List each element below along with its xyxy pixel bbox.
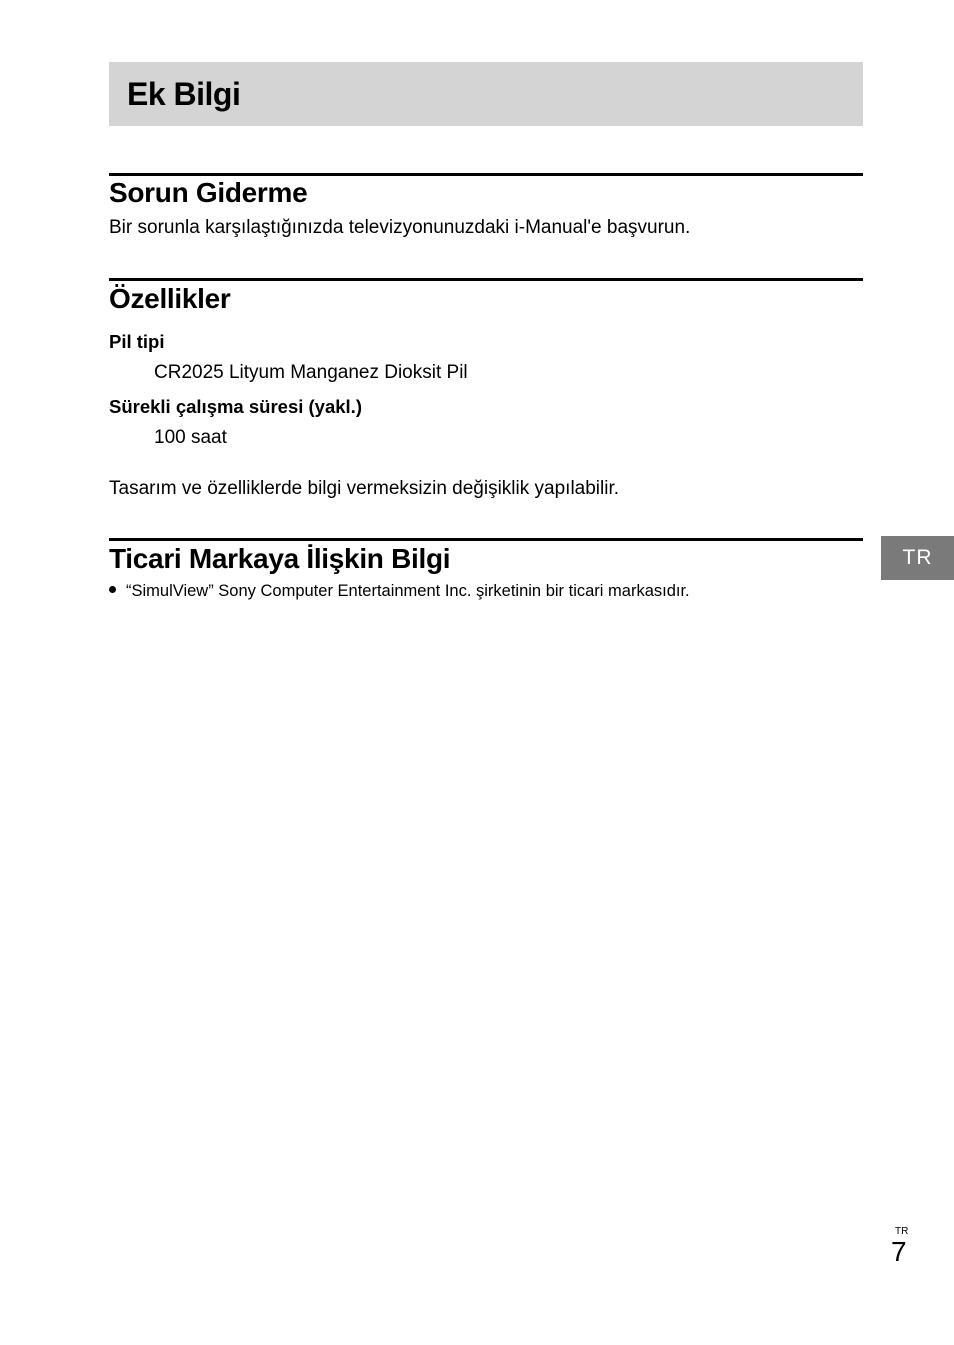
specifications-note: Tasarım ve özelliklerde bilgi vermeksizin değişiklik yapılabilir. <box>109 478 620 499</box>
page-number: 7 <box>891 1236 907 1267</box>
spec-label-battery-type: Pil tipi <box>109 331 165 352</box>
spec-value-operating-time: 100 saat <box>154 427 227 448</box>
chapter-title: Ek Bilgi <box>127 76 241 112</box>
section-rule-troubleshooting <box>109 173 863 176</box>
section-rule-trademark <box>109 538 863 541</box>
section-rule-specifications <box>109 278 863 281</box>
section-title-troubleshooting: Sorun Giderme <box>109 177 308 208</box>
spec-label-operating-time: Sürekli çalışma süresi (yakl.) <box>109 396 362 417</box>
section-title-specifications: Özellikler <box>109 283 231 314</box>
chapter-banner <box>109 62 863 126</box>
bullet-icon <box>109 586 116 593</box>
trademark-bullet-text: “SimulView” Sony Computer Entertainment Inc. şirketinin bir ticari markasıdır. <box>126 582 690 600</box>
spec-value-battery-type: CR2025 Lityum Manganez Dioksit Pil <box>154 362 468 383</box>
language-side-tab: TR <box>881 536 954 580</box>
section-title-trademark: Ticari Markaya İlişkin Bilgi <box>109 543 451 574</box>
troubleshooting-text: Bir sorunla karşılaştığınızda televizyonunuzdaki i-Manual'e başvurun. <box>109 217 691 238</box>
page-language-code: TR <box>895 1226 909 1237</box>
trademark-bullet-item <box>109 580 690 602</box>
